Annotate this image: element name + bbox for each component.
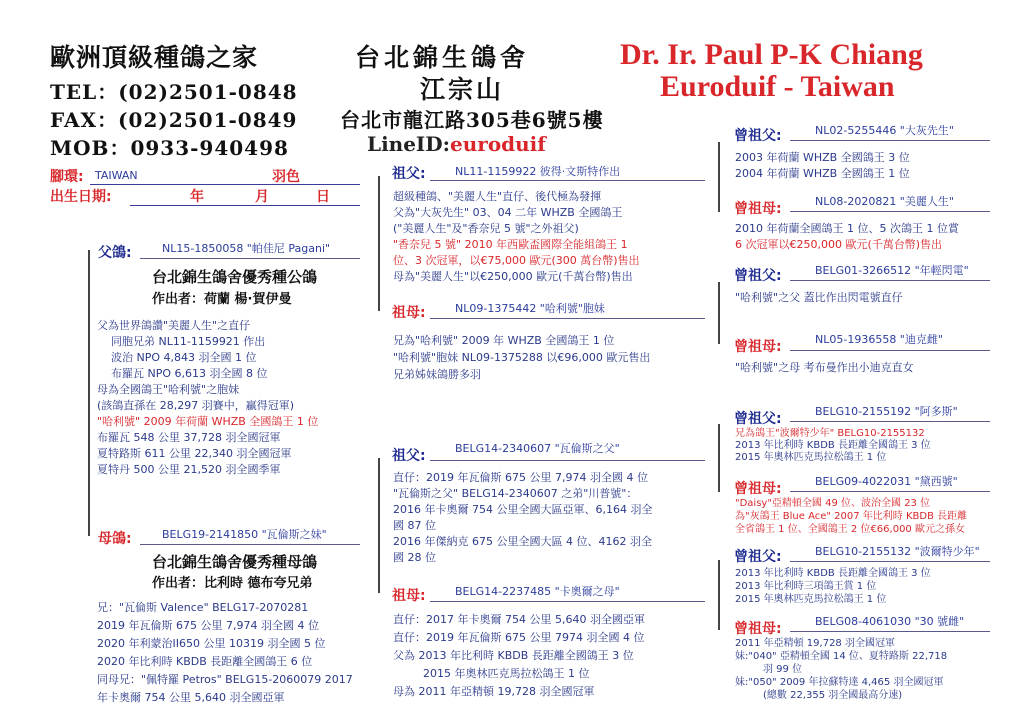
sire-breeder-text: 作出者：荷蘭 楊·賀伊曼	[152, 292, 292, 307]
df-line-1: "瓦倫斯之父" BELG14-2340607 之弟"川普號"：	[393, 487, 638, 500]
gg7-label: 曾祖父:	[734, 549, 782, 565]
gg2-ring: NL08-2020821 "美麗人生"	[815, 195, 954, 208]
dm-line-0: 直仔：2017 年卡奧爾 754 公里 5,640 羽全國亞軍	[393, 613, 645, 626]
owner-cn: 江宗山	[420, 75, 505, 104]
year-label: 年	[190, 189, 204, 205]
sf-line-1: 父為"大灰先生" 03、04 二年 WHZB 全國鴿王	[393, 206, 623, 219]
gg5-ring: BELG10-2155192 "阿多斯"	[815, 405, 958, 418]
sf-label: 祖父:	[392, 166, 426, 182]
dm-details	[393, 611, 645, 701]
gg3-ring: BELG01-3266512 "年輕閃電"	[815, 264, 969, 277]
gg3-bracket	[718, 282, 728, 344]
dam-line-2: 2020 年利蒙治II650 公里 10319 羽全國 5 位	[97, 637, 326, 650]
sf-line-2: ("美麗人生"及"香奈兒 5 號"之外祖父)	[393, 222, 579, 235]
gg7-bracket	[718, 560, 728, 630]
df-label: 祖父:	[392, 448, 426, 464]
gg6-details	[735, 497, 967, 536]
sf-line	[430, 180, 705, 181]
sm-line	[430, 318, 705, 319]
ring-value: TAIWAN	[95, 169, 138, 182]
gg2-line-0: 2010 年荷蘭全國鴿王 1 位、5 次鴿王 1 位賞	[735, 222, 959, 235]
dam-line	[140, 544, 360, 545]
sire-title: 台北錦生鴿舍優秀種公鴿	[152, 268, 318, 286]
gg3-line-0: "哈利號"之父 蓋比作出閃電號直仔	[735, 291, 903, 304]
color-label: 羽色	[272, 169, 300, 185]
gg7-line-0: 2013 年比利時 KBDB 長距離全國鴿王 3 位	[735, 568, 931, 579]
gg1-line	[790, 140, 990, 141]
sire-line	[140, 258, 360, 259]
sire-label: 父鴿:	[98, 245, 132, 261]
gg1-line-0: 2003 年荷蘭 WHZB 全國鴿王 3 位	[735, 151, 910, 164]
df-line	[430, 460, 705, 461]
sire-line-3: 布羅瓦 NPO 6,613 羽全國 8 位	[111, 367, 268, 380]
df-ring: BELG14-2340607 "瓦倫斯之父"	[455, 442, 620, 455]
gg7-details	[735, 567, 931, 606]
gg5-bracket	[718, 424, 728, 492]
gg6-line-1: 為"灰鴿王 Blue Ace" 2007 年比利時 KBDB 長距離	[735, 511, 968, 522]
sire-line-6: "哈利號" 2009 年荷蘭 WHZB 全國鴿王 1 位	[97, 415, 319, 428]
dam-line-0: 兄："瓦倫斯 Valence" BELG17-2070281	[97, 601, 309, 614]
gg5-line-1: 2013 年比利時 KBDB 長距離全國鴿王 3 位	[735, 440, 931, 451]
df-line-3: 國 87 位	[393, 519, 436, 532]
gg2-line-1: 6 次冠軍以€250,000 歐元(千萬台幣)售出	[735, 238, 943, 251]
dam-breeder-text: 作出者：比利時 德布夸兄弟	[152, 576, 313, 591]
loft-name: 台北錦生鴿舍	[355, 43, 530, 72]
gg4-label: 曾祖母:	[734, 339, 782, 355]
gg8-line-2: 羽 99 位	[763, 664, 803, 675]
gg7-ring: BELG10-2155132 "波爾特少年"	[815, 545, 980, 558]
dm-line	[430, 601, 705, 602]
day-label: 日	[316, 189, 330, 205]
gg5-line-0: 兄為鴿王"波爾特少年" BELG10-2155132	[735, 428, 925, 439]
line-id	[367, 132, 546, 156]
sire-breeder	[152, 288, 291, 307]
df-line-5: 國 28 位	[393, 551, 436, 564]
gg1-bracket	[718, 142, 728, 212]
gg8-details	[735, 637, 947, 702]
gg8-line	[790, 631, 990, 632]
sire-details	[97, 318, 318, 478]
birth-label: 出生日期:	[50, 189, 112, 205]
gg4-line	[790, 350, 990, 351]
gg7-line	[790, 561, 990, 562]
dam-title: 台北錦生鴿舍優秀種母鴿	[152, 553, 318, 571]
df-line-4: 2016 年傑納克 675 公里全國大區 4 位、4162 羽全	[393, 535, 652, 548]
gg8-line-1: 妹:"040" 亞精頓全國 14 位、夏特路斯 22,718	[735, 651, 948, 662]
dm-line-3: 2015 年奧林匹克馬拉松鴿王 1 位	[423, 667, 590, 680]
gg1-ring: NL02-5255446 "大灰先生"	[815, 124, 954, 137]
df-line-2: 2016 年卡奧爾 754 公里全國大區亞軍、6,164 羽全	[393, 503, 653, 516]
dm-label: 祖母:	[392, 588, 426, 604]
dam-line-3: 2020 年比利時 KBDB 長距離全國鴿王 6 位	[97, 655, 313, 668]
sf-line-5: 母為"美麗人生"以€250,000 歐元(千萬台幣)售出	[393, 270, 633, 283]
df-line-0: 直仔：2019 年瓦倫斯 675 公里 7,974 羽全國 4 位	[393, 471, 648, 484]
gg8-label: 曾祖母:	[734, 621, 782, 637]
mob: MOB：0933-940498	[50, 136, 289, 160]
sm-line-2: 兄弟姊妹鴿勝多羽	[393, 368, 481, 381]
dm-line-2: 父為 2013 年比利時 KBDB 長距離全國鴿王 3 位	[393, 649, 634, 662]
gg4-details	[735, 360, 914, 376]
dam-bracket	[88, 460, 90, 536]
sm-line-0: 兄為"哈利號" 2009 年 WHZB 全國鴿王 1 位	[393, 334, 615, 347]
gg8-line-0: 2011 年亞精頓 19,728 羽全國冠軍	[735, 638, 895, 649]
sire-line-7: 布羅瓦 548 公里 37,728 羽全國冠軍	[97, 431, 281, 444]
gg6-ring: BELG09-4022031 "黛西號"	[815, 475, 958, 488]
address: 台北市龍江路305巷6號5樓	[340, 108, 604, 132]
sf-line-3: "香奈兒 5 號" 2010 年西歐盃國際全能組鴿王 1	[393, 238, 628, 251]
gg3-label: 曾祖父:	[734, 268, 782, 284]
dam-line-1: 2019 年瓦倫斯 675 公里 7,974 羽全國 4 位	[97, 619, 319, 632]
brand: Euroduif - Taiwan	[660, 70, 895, 103]
gg4-line-0: "哈利號"之母 考布曼作出小迪克直女	[735, 361, 914, 374]
gg1-line-1: 2004 年荷蘭 WHZB 全國鴿王 1 位	[735, 167, 910, 180]
sm-ring: NL09-1375442 "哈利號"胞妹	[455, 302, 605, 315]
gg1-details	[735, 150, 910, 182]
sf-line-4: 位、3 次冠軍，以€75,000 歐元(300 萬台幣)售出	[393, 254, 640, 267]
gg5-line-2: 2015 年奧林匹克馬拉松鴿王 1 位	[735, 452, 887, 463]
sf-ring: NL11-1159922 彼得·文斯特作出	[455, 165, 621, 178]
dm-ring: BELG14-2237485 "卡奧爾之母"	[455, 585, 620, 598]
gg8-line-4: (總數 22,355 羽全國最高分速)	[763, 690, 903, 701]
gg6-line	[790, 491, 990, 492]
line-id-label: LineID:	[367, 132, 451, 156]
gg1-label: 曾祖父:	[734, 128, 782, 144]
gg5-line	[790, 421, 990, 422]
sm-label: 祖母:	[392, 305, 426, 321]
dm-line-1: 直仔：2019 年瓦倫斯 675 公里 7974 羽全國 4 位	[393, 631, 645, 644]
sire-line-4: 母為全國鴿王"哈利號"之胞妹	[97, 383, 240, 396]
tel: TEL：(02)2501-0848	[50, 80, 298, 104]
df-details	[393, 470, 652, 566]
gg7-line-1: 2013 年比利時三項鴿王賞 1 位	[735, 581, 877, 592]
dam-breeder	[152, 572, 313, 591]
birth-underline	[130, 205, 360, 206]
gg6-line-0: "Daisy"亞精頓全國 49 位、波治全國 23 位	[735, 498, 931, 509]
gg8-ring: BELG08-4061030 "30 號雌"	[815, 615, 965, 628]
sf-bracket	[378, 176, 388, 311]
sire-line-8: 夏特路斯 611 公里 22,340 羽全國冠軍	[97, 447, 292, 460]
gg2-label: 曾祖母:	[734, 201, 782, 217]
sf-details	[393, 189, 640, 285]
sire-line-5: (該鴿直孫在 28,297 羽賽中，贏得冠軍)	[97, 399, 295, 412]
gg6-line-2: 全省鴿王 1 位、全國鴿王 2 位€66,000 歐元之孫女	[735, 524, 965, 535]
gg8-line-3: 妹:"050" 2009 年拉蘇特達 4,465 羽全國冠軍	[735, 677, 944, 688]
ring-label: 腳環:	[50, 169, 84, 185]
dam-line-5: 年卡奧爾 754 公里 5,640 羽全國亞軍	[97, 691, 285, 704]
gg5-label: 曾祖父:	[734, 411, 782, 427]
fax: FAX：(02)2501-0849	[50, 108, 298, 132]
gg2-line	[790, 211, 990, 212]
gg6-label: 曾祖母:	[734, 481, 782, 497]
sire-line-1: 同胞兄弟 NL11-1159921 作出	[111, 335, 266, 348]
owner-en: Dr. Ir. Paul P-K Chiang	[620, 38, 923, 71]
sm-line-1: "哈利號"胞妹 NL09-1375288 以€96,000 歐元售出	[393, 351, 651, 364]
month-label: 月	[255, 189, 269, 205]
dam-line-4: 同母兄："佩特羅 Petros" BELG15-2060079 2017	[97, 673, 353, 686]
sf-line-0: 超級種鴿、"美麗人生"直仔、後代極為發揮	[393, 190, 602, 203]
sm-details	[393, 332, 650, 383]
line-id-value: euroduif	[450, 132, 546, 156]
gg4-ring: NL05-1936558 "迪克雌"	[815, 333, 943, 346]
sire-line-2: 波治 NPO 4,843 羽全國 1 位	[111, 351, 257, 364]
sire-ring: NL15-1850058 "帕佳尼 Pagani"	[162, 242, 331, 255]
home-name: 歐洲頂級種鴿之家	[50, 43, 259, 72]
sire-line-9: 夏特丹 500 公里 21,520 羽全國季軍	[97, 463, 281, 476]
sire-line-0: 父為世界鴿讚"美麗人生"之直仔	[97, 319, 251, 332]
gg3-line	[790, 280, 990, 281]
ring-underline	[90, 184, 360, 185]
gg3-details	[735, 290, 903, 306]
dm-line-4: 母為 2011 年亞精頓 19,728 羽全國冠軍	[393, 685, 595, 698]
dam-details	[97, 599, 353, 707]
df-bracket	[378, 458, 388, 593]
gg2-details	[735, 221, 959, 253]
gg7-line-2: 2015 年奧林匹克馬拉松鴿王 1 位	[735, 594, 887, 605]
dam-ring: BELG19-2141850 "瓦倫斯之妹"	[162, 528, 327, 541]
dam-label: 母鴿:	[98, 531, 132, 547]
gg5-details	[735, 428, 931, 464]
